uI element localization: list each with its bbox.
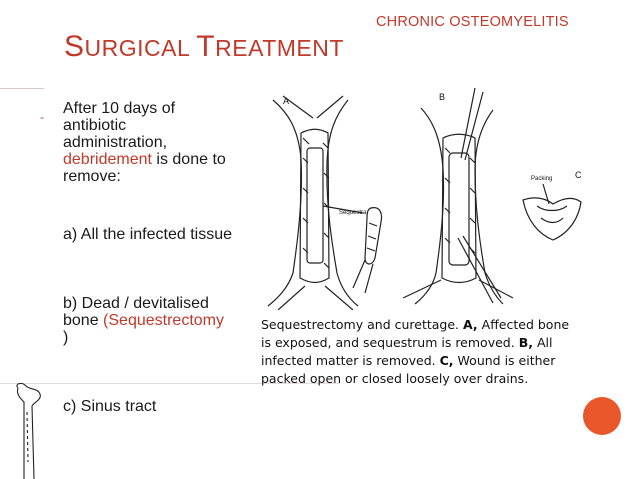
intro-text-after: is done to remove:: [63, 151, 226, 185]
item-b-paren-open: (: [103, 312, 109, 329]
figure-caption: [261, 316, 581, 388]
caption-b-text: All infected matter is removed.: [261, 335, 553, 368]
panel-b-skin: [415, 108, 444, 304]
panel-a-bone-window: [307, 148, 323, 263]
panel-c-pointer: [543, 184, 549, 204]
caption-a-text: Affected bone is exposed, and sequestrum is removed.: [261, 317, 570, 350]
caption-a-label: A,: [463, 317, 478, 332]
intro-paragraph: [63, 100, 233, 185]
panel-a-retractor-top: [283, 96, 343, 118]
list-item-b: [63, 295, 233, 346]
caption-b-label: B,: [518, 335, 533, 350]
panel-a-skin: [268, 100, 301, 306]
item-b-highlight: Sequestrectomy: [108, 312, 224, 329]
left-divider: [0, 88, 44, 89]
panel-a-retractor-bottom: [278, 286, 353, 310]
item-b-paren-close: ): [63, 329, 69, 346]
panel-b-bone-outer: [442, 134, 476, 282]
sequestrum-piece: [365, 208, 382, 264]
panel-c-wound: [523, 198, 581, 240]
panel-b-skin-right: [475, 110, 503, 304]
list-item-c: c) Sinus tract: [63, 398, 157, 415]
curette-top: [461, 88, 483, 160]
panel-b-label: B: [439, 92, 446, 102]
caption-c-text: Wound is either packed open or closed loosely over drains.: [261, 353, 556, 386]
panel-b-bone-window: [449, 153, 469, 265]
list-item-a: a) All the infected tissue: [63, 226, 232, 243]
femur-bone-decoration: [12, 382, 46, 479]
sequestrum-hatch: [367, 223, 377, 251]
surgical-illustration: [253, 88, 583, 310]
title-rest-2: REATMENT: [215, 35, 344, 61]
topic-label: CHRONIC OSTEOMYELITIS: [376, 14, 569, 30]
forceps: [353, 260, 373, 293]
panel-c-label: C: [575, 170, 582, 180]
bullet-marker: -: [40, 110, 44, 124]
caption-c-label: C,: [439, 353, 454, 368]
intro-highlight: debridement: [63, 151, 152, 168]
title-initial-1: S: [64, 30, 85, 63]
sequestra-label: Sequestra: [339, 210, 367, 216]
packing-label: Packing: [531, 176, 553, 182]
slide-title: [64, 30, 344, 64]
intro-text-before: After 10 days of antibiotic administration,: [63, 100, 176, 151]
panel-c-packing: [537, 206, 567, 223]
title-rest-1: URGICAL: [84, 35, 190, 61]
item-b-text: b) Dead / devitalised bone: [63, 295, 209, 329]
caption-intro: Sequestrectomy and curettage.: [261, 317, 460, 332]
panel-a-skin-right: [327, 100, 358, 306]
panel-a-label: A: [283, 96, 290, 106]
decorative-circle: [583, 397, 621, 435]
title-initial-2: T: [196, 30, 216, 63]
